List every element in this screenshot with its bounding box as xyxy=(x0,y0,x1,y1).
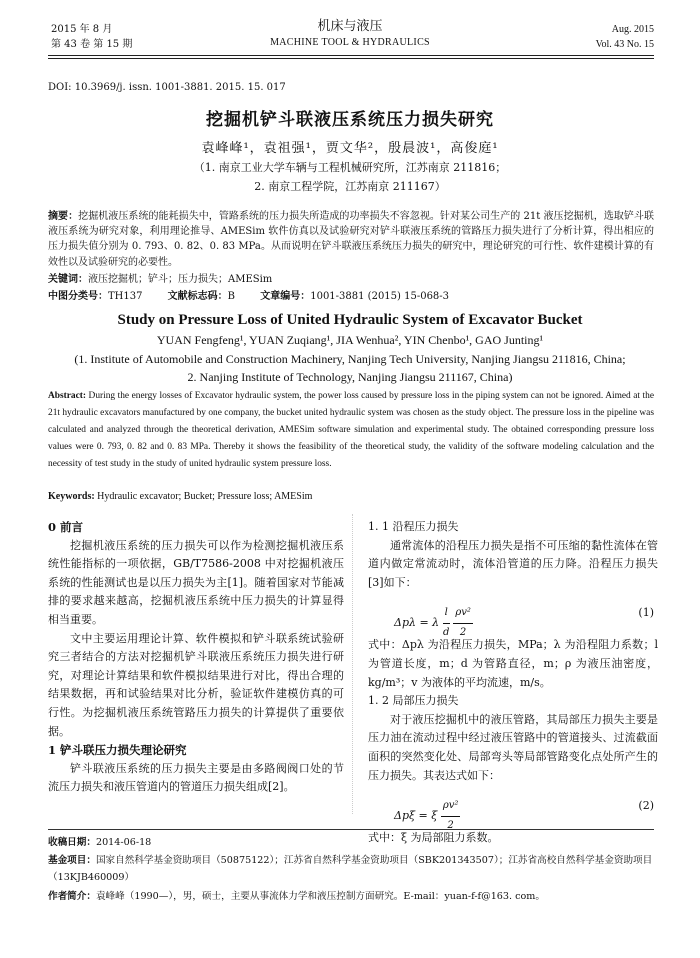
doc-code: 文献标志码：B xyxy=(167,291,236,302)
keywords-en-text: Hydraulic excavator; Bucket; Pressure loss; AMESim xyxy=(97,491,313,502)
section-0-para-1: 挖掘机液压系统的压力损失可以作为检测挖掘机液压系统性能指标的一项依据，GB/T7586-2008 中对挖掘机液压系统的性能测试也是以压力损失为主[1]。随着国家对节能减排的要求越来越高，挖掘机液压系统中压力损失的计算显得相当重要。 xyxy=(48,538,344,626)
footnote-fund: 基金项目：国家自然科学基金资助项目（50875122）；江苏省自然科学基金资助项目（SBK201343507）；江苏省高校自然科学基金资助项目（13KJB460009） xyxy=(48,855,653,883)
journal-name-cn: 机床与液压 xyxy=(317,19,383,34)
section-0-title: 0 前言 xyxy=(48,520,84,534)
subsection-1-1-title: 1. 1 沿程压力损失 xyxy=(368,520,459,533)
affiliation-cn-1: （1. 南京工业大学车辆与工程机械研究所，江苏南京 211816； xyxy=(193,161,507,174)
footnote-rule xyxy=(48,829,654,830)
keywords-en-label: Keywords: xyxy=(48,491,95,502)
equation-1-body: Δpλ = λ $\frac{l}{d}$ $\frac{\text{ρv²}}{2}$ xyxy=(394,604,473,642)
column-divider xyxy=(352,514,353,814)
abstract-cn xyxy=(48,209,654,270)
keywords-en xyxy=(48,491,312,502)
title-en: Study on Pressure Loss of United Hydraulic System of Excavator Bucket xyxy=(117,312,583,328)
abstract-en xyxy=(48,388,654,473)
equation-1 xyxy=(368,592,658,636)
header-right xyxy=(596,22,654,52)
subsection-1-2-title: 1. 2 局部压力损失 xyxy=(368,694,459,708)
affiliation-cn-2: 2. 南京工程学院，江苏南京 211167） xyxy=(254,180,446,193)
clc: 中图分类号：TH137 xyxy=(48,291,143,302)
footnote-received: 收稿日期：2014-06-18 xyxy=(48,837,152,848)
authors-cn: 袁峰峰¹，袁祖强¹，贾文华²，殷晨波¹，高俊庭¹ xyxy=(201,141,499,156)
right-column xyxy=(368,518,658,848)
keywords-cn xyxy=(48,270,272,285)
affiliation-en-2: 2. Nanjing Institute of Technology, Nanjing Jiangsu 211167, China) xyxy=(187,370,513,384)
header-rule xyxy=(48,55,654,56)
section-1-title: 1 铲斗联压力损失理论研究 xyxy=(48,743,187,758)
footnote-author: 作者简介：袁峰峰（1990—），男，硕士，主要从事流体力学和液压控制方面研究。E-mail：yuan-f-f@163. com。 xyxy=(48,891,545,902)
equation-2-number: (2) xyxy=(638,799,654,813)
header-date: 2015 年 8 月 xyxy=(51,24,113,35)
classification-line xyxy=(48,287,654,302)
header-volume: 第 43 卷 第 15 期 xyxy=(51,39,133,50)
section-0-para-2: 文中主要运用理论计算、软件模拟和铲斗联系统试验研究三者结合的方法对挖掘机铲斗联液压系统压力损失进行研究，对理论计算结果和软件模拟结果进行对比，得出合理的结果数据，再和试验结果对比分析，验证软件建模仿真的可行性。为挖掘机液压系统管路压力损失的计算提供了重要依据。 xyxy=(48,631,344,738)
doi: DOI: 10.3969/j. issn. 1001-3881. 2015. 15. 017 xyxy=(48,82,286,93)
keywords-cn-label: 关键词： xyxy=(48,274,88,285)
header-date-en: Aug. 2015 xyxy=(611,24,654,35)
section-1-para-1: 铲斗联液压系统的压力损失主要是由多路阀阀口处的节流压力损失和液压管道内的管道压力损失组成[2]。 xyxy=(48,761,344,794)
subsection-1-1-para: 通常流体的沿程压力损失是指不可压缩的黏性流体在管道内做定常流动时，流体沿管道的压力降。沿程压力损失[3]如下： xyxy=(368,538,658,589)
equation-2 xyxy=(368,785,658,829)
header-volume-en: Vol. 43 No. 15 xyxy=(595,39,654,50)
abstract-en-label: Abstract: xyxy=(48,391,87,401)
keywords-cn-text: 液压挖掘机；铲斗；压力损失；AMESim xyxy=(88,274,273,285)
article-number: 文章编号：1001-3881 (2015) 15-068-3 xyxy=(260,291,450,302)
equation-1-description: 式中：Δpλ 为沿程压力损失，MPa；λ 为沿程阻力系数；l 为管道长度，m；d 为管路直径，m；ρ 为液压油密度，kg/m³；v 为液体的平均流速，m/s。 xyxy=(368,638,658,689)
subsection-1-2-para: 对于液压挖掘机中的液压管路，其局部压力损失主要是压力油在流动过程中经过液压管路中的管道接头、过流截面面积的突然变化处、局部弯头等局部管路变化点处所产生的压力损失。其表达式如下： xyxy=(368,712,658,782)
header-rule-thin xyxy=(48,58,654,59)
abstract-cn-text: 挖掘机液压系统的能耗损失中，管路系统的压力损失所造成的功率损失不容忽视。针对某公司生产的 21t 液压挖掘机，选取铲斗联液压系统为研究对象，利用理论推导、AMESim 软件仿真以及试验研究对铲斗联液压系统的管路压力损失进行了分析计算，得出相应的压力损失值分别为 0. 793、0. 82、0. 83 MPa。从而说明在铲斗联液压系统压力损失的研究中，理论研究的可行性、软件建模计算的有效性以及试验研究的必要性。 xyxy=(48,211,654,268)
equation-1-number: (1) xyxy=(638,606,654,620)
equation-2-description: 式中：ξ 为局部阻力系数。 xyxy=(368,831,499,845)
left-column xyxy=(48,518,344,797)
affiliation-en-1: (1. Institute of Automobile and Construction Machinery, Nanjing Tech University, Nanjing Jiangsu 211816, China; xyxy=(74,352,626,366)
journal-name-en: MACHINE TOOL & HYDRAULICS xyxy=(270,37,430,48)
abstract-en-text: During the energy losses of Excavator hydraulic system, the power loss caused by pressure loss in the piping system can not be ignored. Aimed at the 21t hydraulic excavators manufactured by one company, the bucket united hydraulic system was chosen as the study object. The pressure loss in the pipeline was calculated and analyzed through the theoretical derivation, AMESim software simulation and experimental study. The obtained corresponding pressure loss values were 0. 793, 0. 82 and 0. 83 MPa. Thereby it shows the feasibility of the theoretical study, the validity of the software modeling calculation and the necessity of test study in the study of united hydraulic system pressure loss. xyxy=(48,391,655,469)
equation-2-body: Δpξ = ξ $\frac{\text{ρv²}}{2}$ xyxy=(394,797,460,835)
title-cn: 挖掘机铲斗联液压系统压力损失研究 xyxy=(206,110,494,130)
abstract-cn-label: 摘要： xyxy=(48,211,79,222)
authors-en: YUAN Fengfeng¹, YUAN Zuqiang¹, JIA Wenhua², YIN Chenbo¹, GAO Junting¹ xyxy=(156,333,544,347)
